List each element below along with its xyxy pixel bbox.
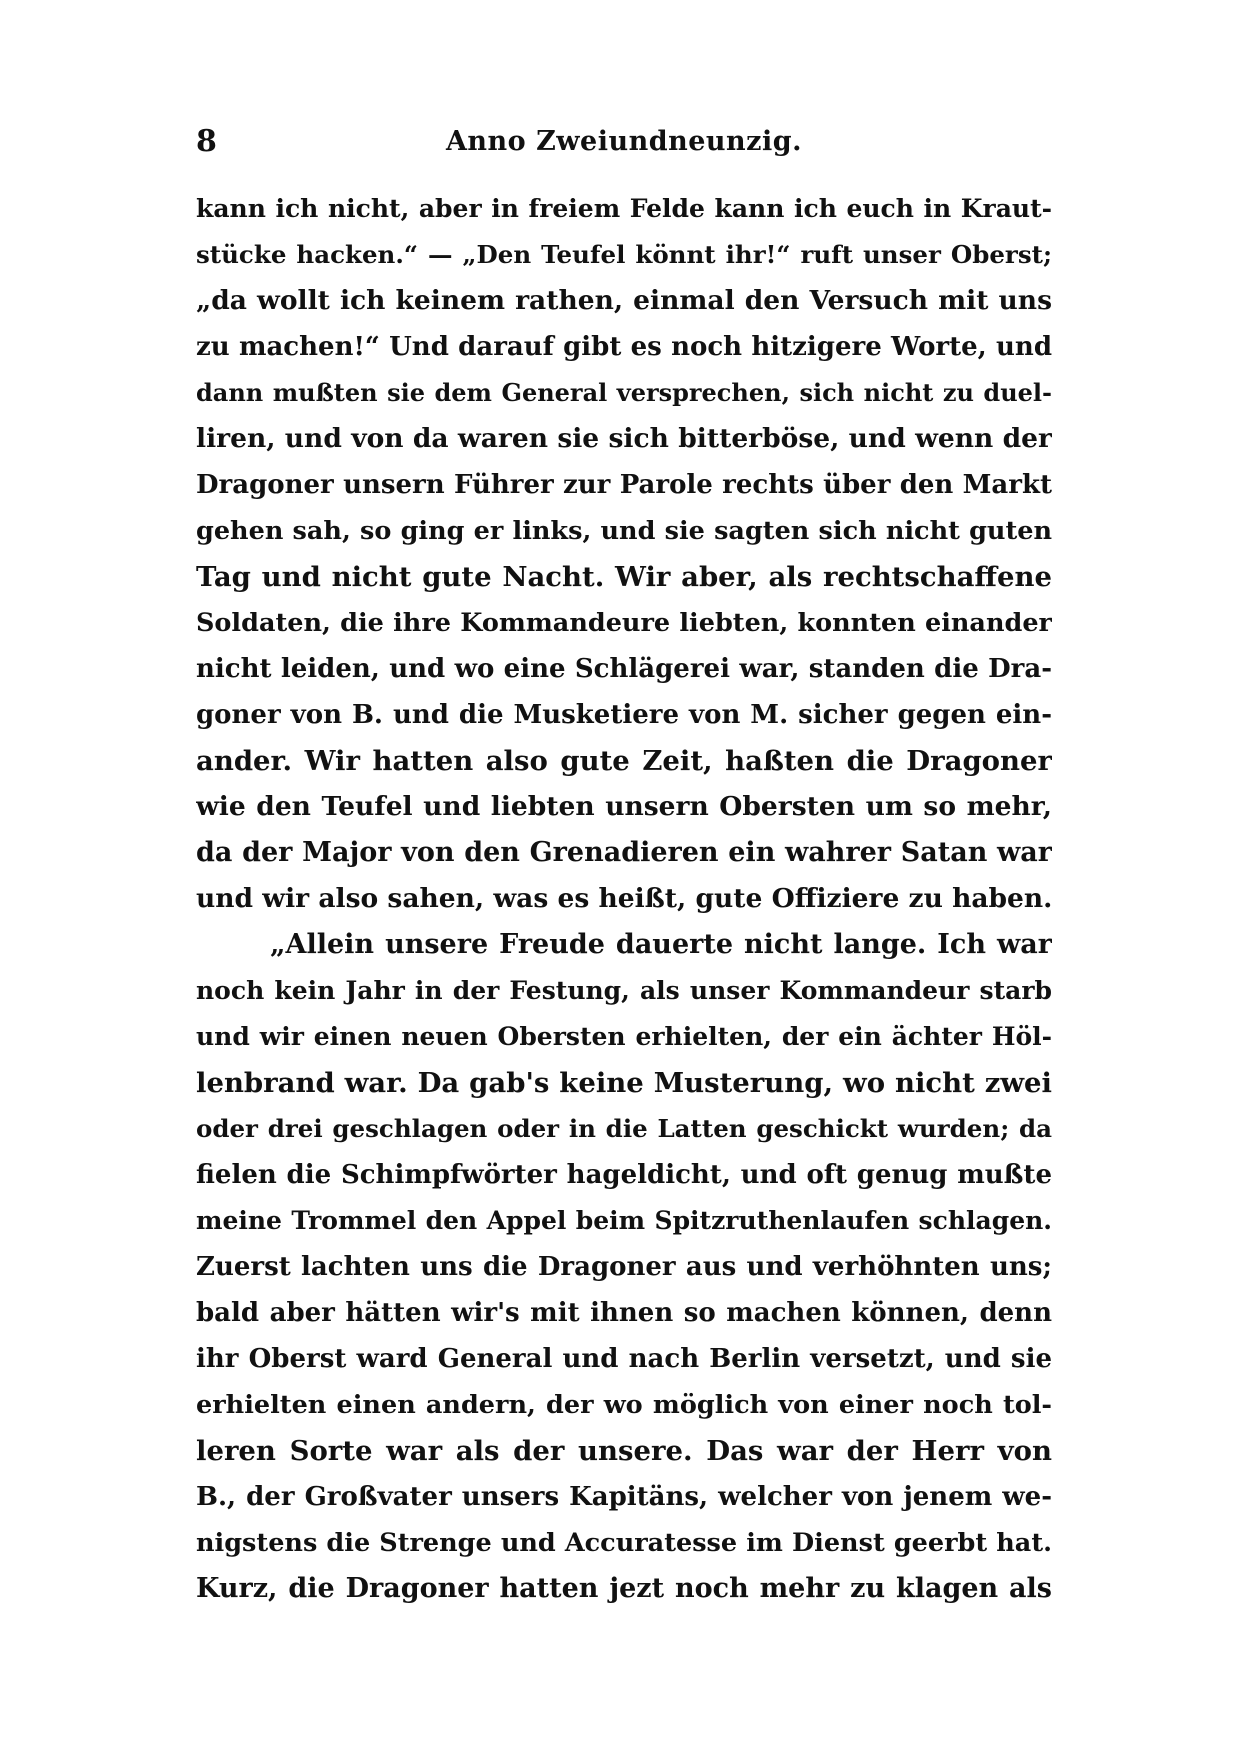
text-line: und wir also sahen, was es heißt, gute Offiziere zu haben. bbox=[196, 883, 1052, 914]
text-line: da der Major von den Grenadieren ein wahrer Satan war bbox=[196, 837, 1052, 868]
text-line: Dragoner unsern Führer zur Parole rechts über den Markt bbox=[196, 470, 1052, 500]
text-line: zu machen!“ Und darauf gibt es noch hitzigere Worte, und bbox=[196, 332, 1052, 362]
text-line-paragraph-start: „Allein unsere Freude dauerte nicht lange. Ich war bbox=[270, 929, 1052, 960]
text-line: oder drei geschlagen oder in die Latten geschickt wurden; da bbox=[196, 1114, 1052, 1143]
text-line: nicht leiden, und wo eine Schlägerei war, standen die Dra- bbox=[196, 654, 1052, 684]
page-number: 8 bbox=[196, 124, 217, 159]
body-text bbox=[196, 186, 1052, 1612]
text-line: goner von B. und die Musketiere von M. sicher gegen ein- bbox=[196, 700, 1052, 730]
text-line: leren Sorte war als der unsere. Das war der Herr von bbox=[196, 1435, 1052, 1467]
text-line: Zuerst lachten uns die Dragoner aus und verhöhnten uns; bbox=[196, 1252, 1052, 1282]
text-line: „da wollt ich keinem rathen, einmal den Versuch mit uns bbox=[196, 285, 1052, 316]
text-line: ander. Wir hatten also gute Zeit, haßten die Dragoner bbox=[196, 745, 1052, 777]
text-line: Tag und nicht gute Nacht. Wir aber, als rechtschaffene bbox=[196, 561, 1052, 593]
text-line: liren, und von da waren sie sich bitterböse, und wenn der bbox=[196, 423, 1052, 454]
text-line: bald aber hätten wir's mit ihnen so machen können, denn bbox=[196, 1298, 1052, 1328]
text-line: kann ich nicht, aber in freiem Felde kann ich euch in Kraut- bbox=[196, 194, 1052, 223]
text-line: meine Trommel den Appel beim Spitzruthenlaufen schlagen. bbox=[196, 1206, 1052, 1235]
text-line: B., der Großvater unsers Kapitäns, welcher von jenem we- bbox=[196, 1482, 1052, 1512]
text-line: lenbrand war. Da gab's keine Musterung, wo nicht zwei bbox=[196, 1067, 1052, 1099]
text-line: stücke hacken.“ — „Den Teufel könnt ihr!“ ruft unser Oberst; bbox=[196, 240, 1052, 269]
text-line: dann mußten sie dem General versprechen, sich nicht zu duel- bbox=[196, 378, 1052, 407]
text-line: gehen sah, so ging er links, und sie sagten sich nicht guten bbox=[196, 516, 1052, 546]
running-title: Anno Zweiundneunzig. bbox=[445, 126, 803, 157]
text-line: Kurz, die Dragoner hatten jezt noch mehr zu klagen als bbox=[196, 1573, 1052, 1604]
text-line: erhielten einen andern, der wo möglich von einer noch tol- bbox=[196, 1390, 1052, 1420]
text-line: noch kein Jahr in der Festung, als unser Kommandeur starb bbox=[196, 976, 1052, 1005]
text-line: wie den Teufel und liebten unsern Obersten um so mehr, bbox=[196, 791, 1052, 822]
text-line: nigstens die Strenge und Accuratesse im Dienst geerbt hat. bbox=[196, 1528, 1052, 1558]
text-line: ihr Oberst ward General und nach Berlin versetzt, und sie bbox=[196, 1344, 1052, 1374]
text-line: fielen die Schimpfwörter hageldicht, und oft genug mußte bbox=[196, 1160, 1052, 1190]
page-header bbox=[196, 122, 1052, 162]
text-line: und wir einen neuen Obersten erhielten, der ein ächter Höl- bbox=[196, 1022, 1052, 1051]
text-line: Soldaten, die ihre Kommandeure liebten, konnten einander bbox=[196, 608, 1052, 638]
